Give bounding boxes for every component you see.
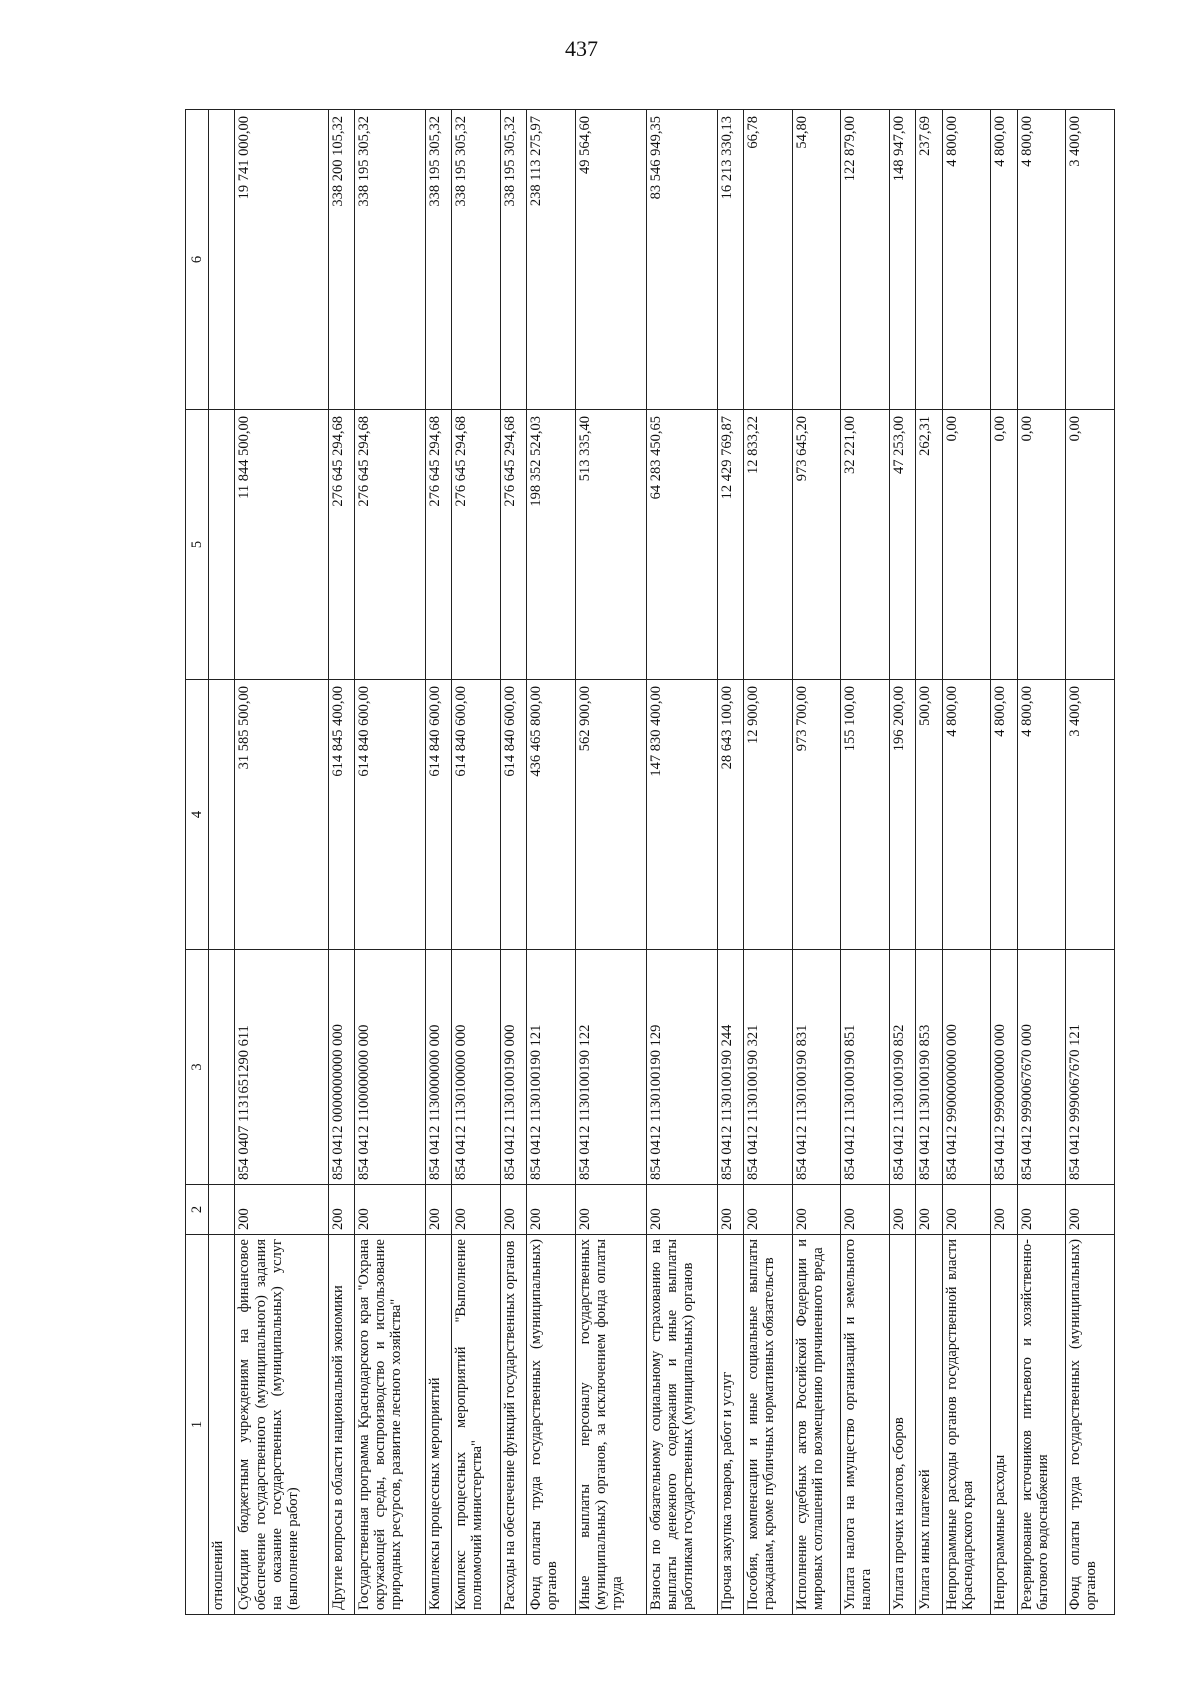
row-name-cell: Исполнение судебных актов Российской Федерации и мировых соглашений по возмещению причиненного вреда — [792, 1235, 841, 1615]
row-kbk-cell: 854 0412 1130100190 853 — [916, 950, 942, 1185]
row-value-col5-cell: 12 833,22 — [743, 410, 792, 680]
row-value-col5-cell — [209, 410, 235, 680]
row-code-cell: 200 — [1017, 1185, 1066, 1235]
row-value-col4-cell: 4 800,00 — [1017, 680, 1066, 950]
row-value-col4-cell: 614 840 600,00 — [425, 680, 451, 950]
row-name-cell: Прочая закупка товаров, работ и услуг — [717, 1235, 743, 1615]
table-row — [646, 110, 717, 1615]
column-header-1: 1 — [186, 1235, 209, 1615]
row-code-cell: 200 — [743, 1185, 792, 1235]
row-kbk-cell: 854 0412 0000000000 000 — [328, 950, 354, 1185]
row-value-col6-cell: 238 113 275,97 — [527, 110, 576, 410]
row-value-col4-cell: 973 700,00 — [792, 680, 841, 950]
table-body — [209, 110, 1115, 1615]
table-row — [792, 110, 841, 1615]
row-code-cell: 200 — [991, 1185, 1017, 1235]
row-name-cell: Государственная программа Краснодарского края "Охрана окружающей среды, воспроизводство и использование природных ресурсов, развитие лесного хозяйства" — [354, 1235, 425, 1615]
column-header-2: 2 — [186, 1185, 209, 1235]
row-value-col4-cell: 436 465 800,00 — [527, 680, 576, 950]
row-value-col6-cell: 3 400,00 — [1066, 110, 1115, 410]
row-value-col5-cell: 0,00 — [991, 410, 1017, 680]
column-header-6: 6 — [186, 110, 209, 410]
row-kbk-cell: 854 0412 1130100190 244 — [717, 950, 743, 1185]
row-code-cell: 200 — [328, 1185, 354, 1235]
table-row — [991, 110, 1017, 1615]
page-number: 437 — [565, 36, 598, 61]
row-value-col4-cell: 155 100,00 — [841, 680, 890, 950]
row-name-cell: Взносы по обязательному социальному страхованию на выплаты денежного содержания и иные выплаты работникам государственных (муниципальных) органов — [646, 1235, 717, 1615]
row-name-cell: Уплата иных платежей — [916, 1235, 942, 1615]
row-value-col5-cell: 32 221,00 — [841, 410, 890, 680]
column-header-5: 5 — [186, 410, 209, 680]
row-value-col4-cell: 614 840 600,00 — [354, 680, 425, 950]
row-value-col5-cell: 276 645 294,68 — [425, 410, 451, 680]
row-value-col4-cell — [209, 680, 235, 950]
row-name-cell: Другие вопросы в области национальной экономики — [328, 1235, 354, 1615]
row-kbk-cell: 854 0412 9900000000 000 — [942, 950, 991, 1185]
row-name-cell: Расходы на обеспечение функций государственных органов — [500, 1235, 526, 1615]
row-value-col4-cell: 12 900,00 — [743, 680, 792, 950]
row-kbk-cell: 854 0412 9990000000 000 — [991, 950, 1017, 1185]
table-row — [942, 110, 991, 1615]
row-name-cell: Комплексы процессных мероприятий — [425, 1235, 451, 1615]
row-value-col6-cell: 83 546 949,35 — [646, 110, 717, 410]
row-code-cell: 200 — [235, 1185, 328, 1235]
row-value-col4-cell: 3 400,00 — [1066, 680, 1115, 950]
table-row — [452, 110, 501, 1615]
row-kbk-cell: 854 0412 1130100000 000 — [452, 950, 501, 1185]
row-value-col5-cell: 11 844 500,00 — [235, 410, 328, 680]
table-row — [500, 110, 526, 1615]
row-name-cell: Резервирование источников питьевого и хозяйственно-бытового водоснабжения — [1017, 1235, 1066, 1615]
row-value-col4-cell: 196 200,00 — [889, 680, 915, 950]
row-value-col6-cell: 338 195 305,32 — [354, 110, 425, 410]
row-code-cell: 200 — [792, 1185, 841, 1235]
row-value-col5-cell: 276 645 294,68 — [328, 410, 354, 680]
table-row — [1066, 110, 1115, 1615]
row-value-col6-cell: 66,78 — [743, 110, 792, 410]
row-value-col6-cell: 4 800,00 — [942, 110, 991, 410]
row-code-cell — [209, 1185, 235, 1235]
row-kbk-cell: 854 0412 1130000000 000 — [425, 950, 451, 1185]
row-value-col6-cell: 338 195 305,32 — [500, 110, 526, 410]
row-kbk-cell: 854 0412 1130100190 321 — [743, 950, 792, 1185]
table-row — [916, 110, 942, 1615]
row-value-col4-cell: 500,00 — [916, 680, 942, 950]
row-name-cell: Непрограммные расходы — [991, 1235, 1017, 1615]
row-kbk-cell — [209, 950, 235, 1185]
row-value-col6-cell: 122 879,00 — [841, 110, 890, 410]
row-code-cell: 200 — [452, 1185, 501, 1235]
table-row — [527, 110, 576, 1615]
row-value-col6-cell: 19 741 000,00 — [235, 110, 328, 410]
row-value-col5-cell: 276 645 294,68 — [452, 410, 501, 680]
table-row — [328, 110, 354, 1615]
row-value-col5-cell: 513 335,40 — [575, 410, 646, 680]
row-code-cell: 200 — [575, 1185, 646, 1235]
row-kbk-cell: 854 0412 1130100190 831 — [792, 950, 841, 1185]
row-value-col5-cell: 47 253,00 — [889, 410, 915, 680]
row-name-cell: Непрограммные расходы органов государственной власти Краснодарского края — [942, 1235, 991, 1615]
table-row — [717, 110, 743, 1615]
row-value-col6-cell: 54,80 — [792, 110, 841, 410]
header-row — [186, 110, 209, 1615]
row-kbk-cell: 854 0407 1131651290 611 — [235, 950, 328, 1185]
rotated-table-container — [185, 110, 1115, 1615]
table-row — [743, 110, 792, 1615]
row-name-cell: Уплата прочих налогов, сборов — [889, 1235, 915, 1615]
row-name-cell: Фонд оплаты труда государственных (муниципальных) органов — [527, 1235, 576, 1615]
row-code-cell: 200 — [1066, 1185, 1115, 1235]
table-row — [1017, 110, 1066, 1615]
row-code-cell: 200 — [942, 1185, 991, 1235]
row-value-col4-cell: 28 643 100,00 — [717, 680, 743, 950]
row-value-col6-cell: 16 213 330,13 — [717, 110, 743, 410]
table-row — [575, 110, 646, 1615]
row-code-cell: 200 — [527, 1185, 576, 1235]
row-value-col5-cell: 12 429 769,87 — [717, 410, 743, 680]
row-value-col4-cell: 31 585 500,00 — [235, 680, 328, 950]
row-kbk-cell: 854 0412 1130100190 851 — [841, 950, 890, 1185]
row-code-cell: 200 — [841, 1185, 890, 1235]
row-value-col5-cell: 276 645 294,68 — [500, 410, 526, 680]
row-value-col4-cell: 4 800,00 — [942, 680, 991, 950]
row-value-col5-cell: 973 645,20 — [792, 410, 841, 680]
row-name-cell: отношений — [209, 1235, 235, 1615]
row-value-col6-cell: 4 800,00 — [991, 110, 1017, 410]
row-kbk-cell: 854 0412 1130100190 000 — [500, 950, 526, 1185]
row-code-cell: 200 — [354, 1185, 425, 1235]
table-row — [841, 110, 890, 1615]
table-row — [354, 110, 425, 1615]
row-value-col5-cell: 0,00 — [1017, 410, 1066, 680]
row-value-col5-cell: 0,00 — [1066, 410, 1115, 680]
row-code-cell: 200 — [889, 1185, 915, 1235]
row-kbk-cell: 854 0412 1130100190 129 — [646, 950, 717, 1185]
table-sheet — [185, 110, 1115, 1615]
row-name-cell: Фонд оплаты труда государственных (муниципальных) органов — [1066, 1235, 1115, 1615]
row-value-col6-cell: 338 200 105,32 — [328, 110, 354, 410]
row-value-col4-cell: 147 830 400,00 — [646, 680, 717, 950]
row-code-cell: 200 — [646, 1185, 717, 1235]
column-header-4: 4 — [186, 680, 209, 950]
row-kbk-cell: 854 0412 1130100190 122 — [575, 950, 646, 1185]
row-code-cell: 200 — [916, 1185, 942, 1235]
budget-table — [185, 109, 1115, 1615]
row-name-cell: Субсидии бюджетным учреждениям на финансовое обеспечение государственного (муниципального) задания на оказание государственных (муниципальных) услуг (выполнение работ) — [235, 1235, 328, 1615]
row-value-col5-cell: 276 645 294,68 — [354, 410, 425, 680]
row-value-col4-cell: 4 800,00 — [991, 680, 1017, 950]
table-row — [209, 110, 235, 1615]
row-kbk-cell: 854 0412 9990067670 121 — [1066, 950, 1115, 1185]
row-code-cell: 200 — [425, 1185, 451, 1235]
row-value-col5-cell: 198 352 524,03 — [527, 410, 576, 680]
row-code-cell: 200 — [717, 1185, 743, 1235]
row-code-cell: 200 — [500, 1185, 526, 1235]
row-value-col6-cell: 338 195 305,32 — [452, 110, 501, 410]
row-value-col6-cell: 148 947,00 — [889, 110, 915, 410]
row-value-col4-cell: 614 840 600,00 — [452, 680, 501, 950]
row-kbk-cell: 854 0412 1130100190 121 — [527, 950, 576, 1185]
row-value-col6-cell: 237,69 — [916, 110, 942, 410]
row-value-col5-cell: 262,31 — [916, 410, 942, 680]
table-row — [889, 110, 915, 1615]
table-row — [425, 110, 451, 1615]
row-value-col6-cell: 338 195 305,32 — [425, 110, 451, 410]
row-value-col5-cell: 0,00 — [942, 410, 991, 680]
row-name-cell: Пособия, компенсации и иные социальные выплаты гражданам, кроме публичных нормативных обязательств — [743, 1235, 792, 1615]
row-value-col6-cell: 49 564,60 — [575, 110, 646, 410]
row-kbk-cell: 854 0412 1130100190 852 — [889, 950, 915, 1185]
row-value-col6-cell — [209, 110, 235, 410]
column-header-3: 3 — [186, 950, 209, 1185]
row-value-col4-cell: 562 900,00 — [575, 680, 646, 950]
row-value-col4-cell: 614 840 600,00 — [500, 680, 526, 950]
row-value-col4-cell: 614 845 400,00 — [328, 680, 354, 950]
row-value-col6-cell: 4 800,00 — [1017, 110, 1066, 410]
row-name-cell: Уплата налога на имущество организаций и земельного налога — [841, 1235, 890, 1615]
row-name-cell: Иные выплаты персоналу государственных (муниципальных) органов, за исключением фонда оплаты труда — [575, 1235, 646, 1615]
table-row — [235, 110, 328, 1615]
row-value-col5-cell: 64 283 450,65 — [646, 410, 717, 680]
row-kbk-cell: 854 0412 9990067670 000 — [1017, 950, 1066, 1185]
row-name-cell: Комплекс процессных мероприятий "Выполнение полномочий министерства" — [452, 1235, 501, 1615]
row-kbk-cell: 854 0412 1100000000 000 — [354, 950, 425, 1185]
